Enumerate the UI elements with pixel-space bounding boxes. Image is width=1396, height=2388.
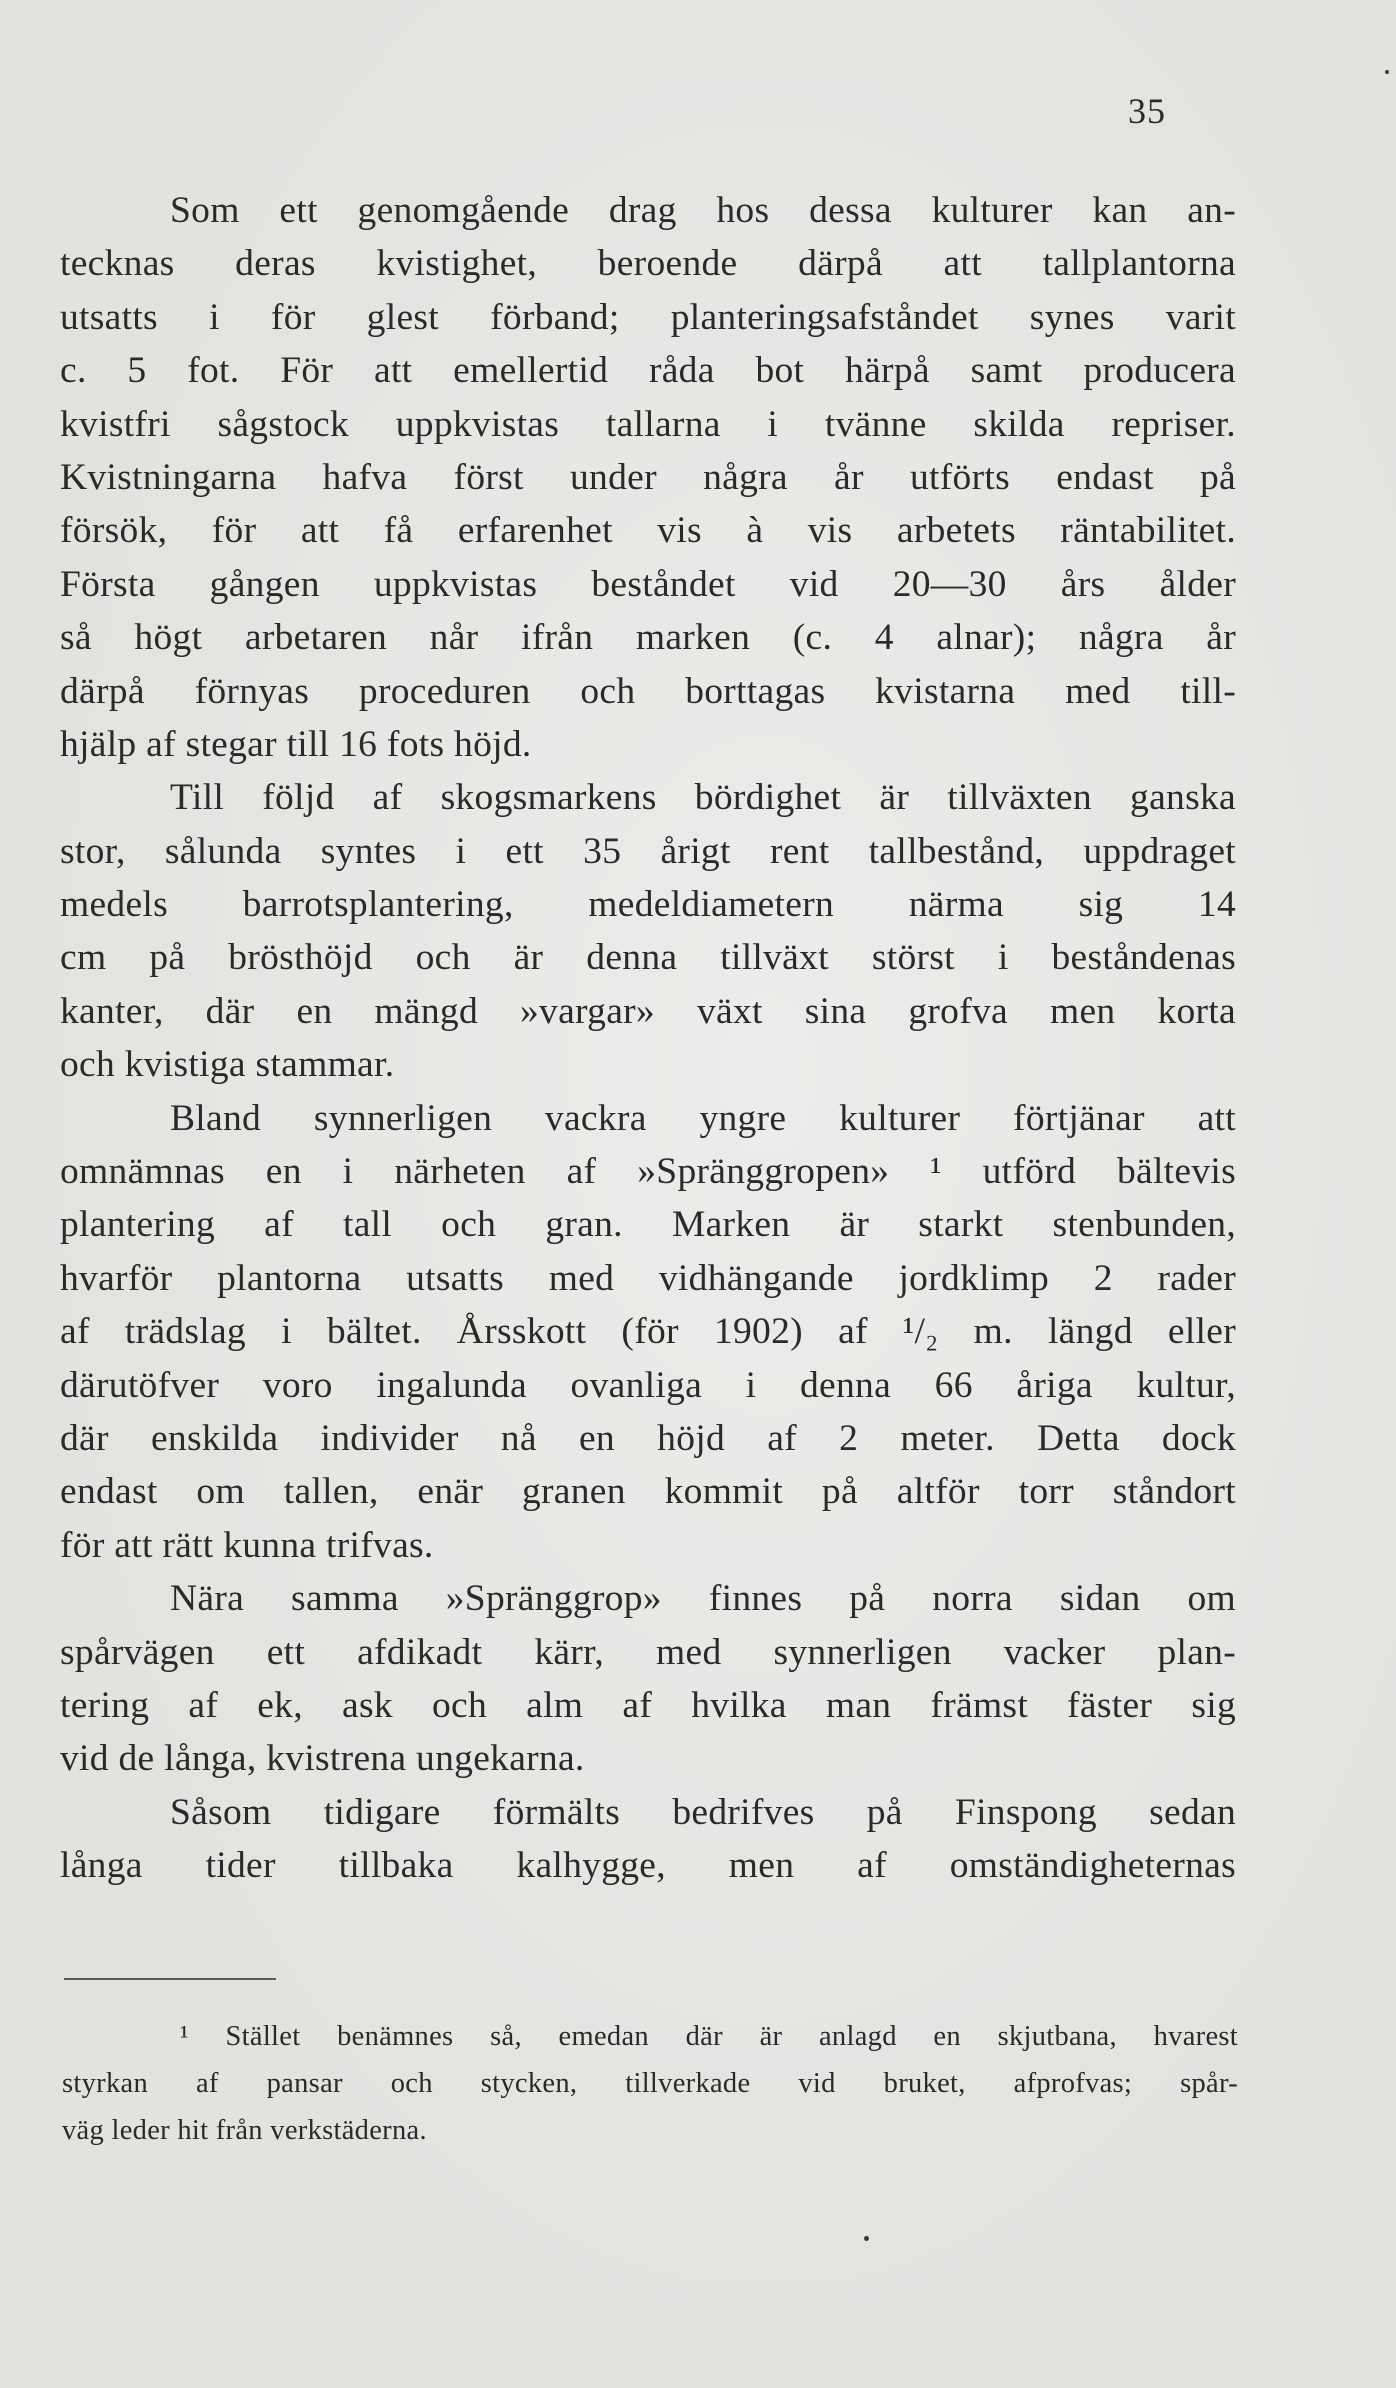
text-line: Såsom tidigare förmälts bedrifves på Finspong sedan xyxy=(170,1791,1236,1833)
text-line: tecknas deras kvistighet, beroende därpå att tallplantorna xyxy=(60,243,1236,285)
text-line: och kvistiga stammar. xyxy=(60,1044,395,1086)
text-line: Nära samma »Spränggrop» finnes på norra sidan om xyxy=(170,1578,1236,1620)
text-line: så högt arbetaren når ifrån marken (c. 4 alnar); några år xyxy=(60,617,1236,659)
text-line: utsatts i för glest förband; planteringsafståndet synes varit xyxy=(60,296,1236,338)
text-line: cm på brösthöjd och är denna tillväxt störst i beståndenas xyxy=(60,937,1236,979)
text-line: därutöfver voro ingalunda ovanliga i denna 66 åriga kultur, xyxy=(60,1364,1236,1406)
footnote xyxy=(62,2013,1238,2154)
text-line: försök, för att få erfarenhet vis à vis arbetets räntabilitet. xyxy=(60,510,1236,552)
text-line: plantering af tall och gran. Marken är starkt stenbunden, xyxy=(60,1204,1236,1246)
text-line: af trädslag i bältet. Årsskott (för 1902) af ¹/₂ m. längd eller xyxy=(60,1311,1236,1353)
text-line: endast om tallen, enär granen kommit på altför torr ståndort xyxy=(60,1471,1236,1513)
text-line: långa tider tillbaka kalhygge, men af omständigheternas xyxy=(60,1845,1236,1887)
text-line: Bland synnerligen vackra yngre kulturer förtjänar att xyxy=(170,1097,1236,1139)
text-line: spårvägen ett afdikadt kärr, med synnerligen vacker plan- xyxy=(60,1631,1236,1673)
footnote-line: ¹ Stället benämnes så, emedan där är anlagd en skjutbana, hvarest xyxy=(180,2021,1238,2052)
text-line: stor, sålunda syntes i ett 35 årigt rent tallbestånd, uppdraget xyxy=(60,830,1236,872)
text-line: kanter, där en mängd »vargar» växt sina grofva men korta xyxy=(60,990,1236,1032)
text-line: kvistfri sågstock uppkvistas tallarna i tvänne skilda repriser. xyxy=(60,403,1236,445)
print-speck xyxy=(1385,70,1389,74)
text-line: tering af ek, ask och alm af hvilka man främst fäster sig xyxy=(60,1684,1236,1726)
text-line: Första gången uppkvistas beståndet vid 20—30 års ålder xyxy=(60,563,1236,605)
footnote-line: väg leder hit från verkstäderna. xyxy=(62,2115,427,2146)
text-line: omnämnas en i närheten af »Spränggropen» ¹ utförd bältevis xyxy=(60,1151,1236,1193)
text-line: hvarför plantorna utsatts med vidhängande jordklimp 2 rader xyxy=(60,1257,1236,1299)
text-line: Kvistningarna hafva först under några år utförts endast på xyxy=(60,456,1236,498)
text-line: för att rätt kunna trifvas. xyxy=(60,1524,434,1566)
text-line: hjälp af stegar till 16 fots höjd. xyxy=(60,723,532,765)
text-line: Till följd af skogsmarkens bördighet är tillväxten ganska xyxy=(170,777,1236,819)
text-line: därpå förnyas proceduren och borttagas kvistarna med till- xyxy=(60,670,1236,712)
footnote-line: styrkan af pansar och stycken, tillverkade vid bruket, afprofvas; spår- xyxy=(62,2068,1238,2099)
text-line: Som ett genomgående drag hos dessa kulturer kan an- xyxy=(170,190,1236,231)
text-line: vid de långa, kvistrena ungekarna. xyxy=(60,1738,585,1780)
footnote-divider xyxy=(64,1978,276,1980)
text-line: där enskilda individer nå en höjd af 2 meter. Detta dock xyxy=(60,1417,1236,1459)
body-text xyxy=(60,184,1236,1893)
text-line: medels barrotsplantering, medeldiametern närma sig 14 xyxy=(60,884,1236,926)
text-line: c. 5 fot. För att emellertid råda bot härpå samt producera xyxy=(60,350,1236,392)
page-number: 35 xyxy=(1128,91,1166,131)
print-speck xyxy=(864,2236,869,2241)
